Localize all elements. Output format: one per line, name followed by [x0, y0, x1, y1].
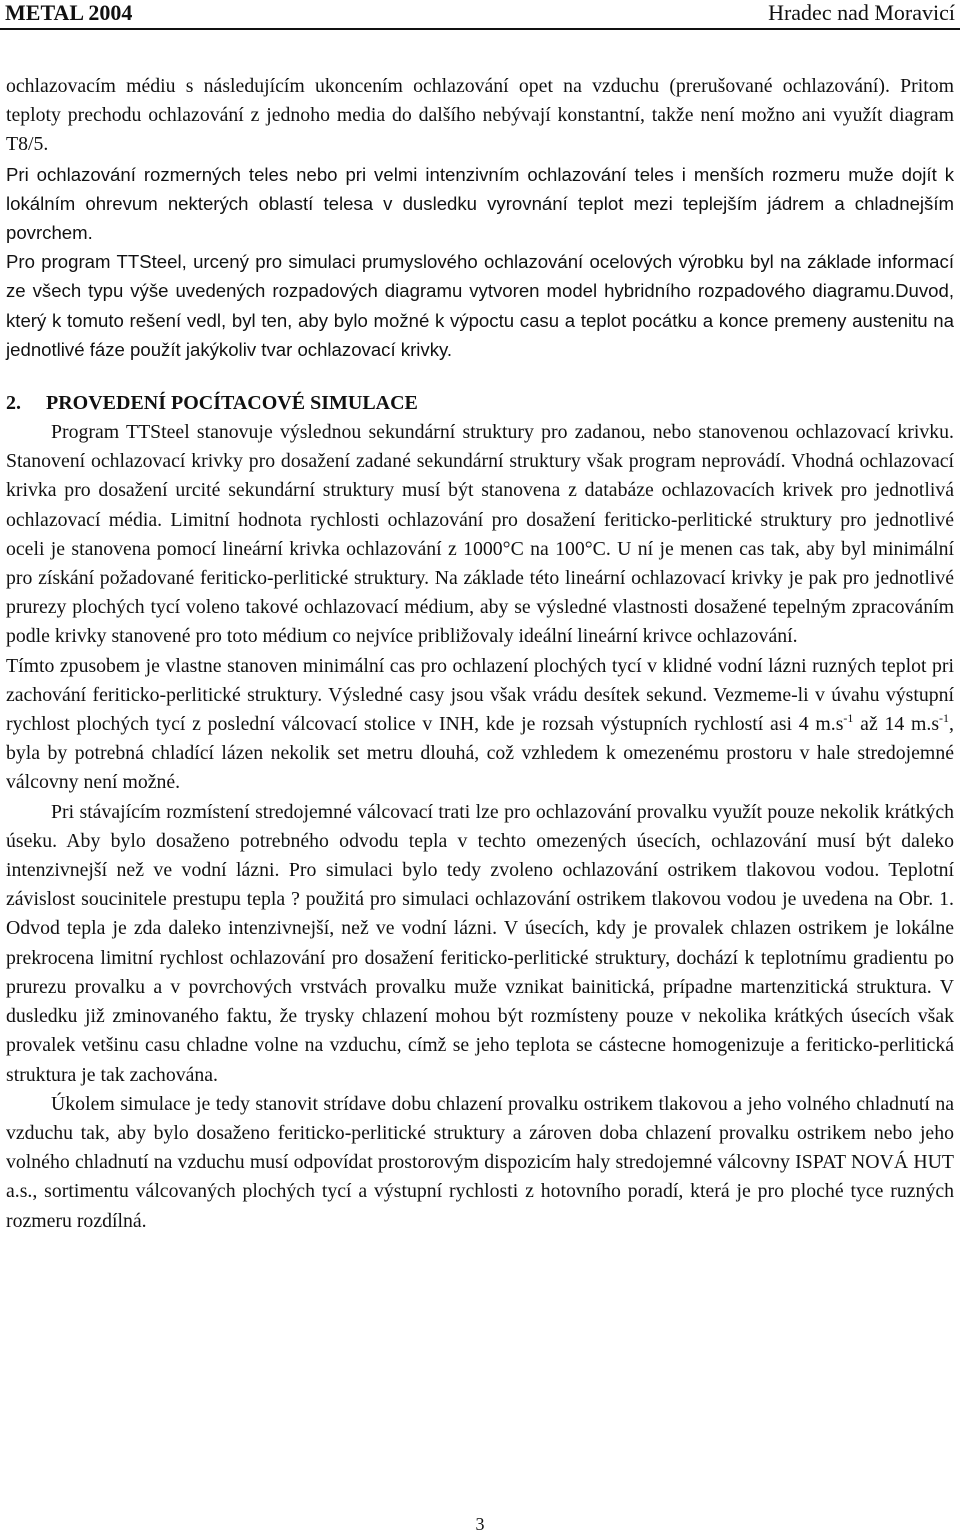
paragraph-minimal-time-c: , byla by potrebná chladící lázen nekolik set metru dlouhá, což vzhledem k omezenému prostoru v hale stredojemné válcovny není možné. — [6, 713, 954, 794]
paragraph-continuation: ochlazovacím médiu s následujícím ukoncením ochlazování opet na vzduchu (prerušované ochlazování). Pritom teploty prechodu ochlazování z jednoho media do dalšího nebývají konstantní, takže není možno ani využít diagram T8/5. — [6, 75, 954, 156]
paragraph-ttsteel-model — [6, 247, 954, 364]
paragraph-spray-cooling: Pri stávajícím rozmístení stredojemné válcovací trati lze pro ochlazování provalku využít pouze nekolik krátkých úseku. Aby bylo dosaženo potrebného odvodu tepla v techto omezených úsecích, ochlazování musí být daleko intenzivnejší než ve vodní lázni. Pro simulaci bylo tedy zvoleno ochlazování ostrikem tlakovou vodou. Teplotní závislost soucinitele prestupu tepla ? použitá pro simulaci ochlazování ostrikem tlakovou vodou je uvedena na Obr. 1. Odvod tepla je zda daleko intenzivnejší, než ve vodní lázni. V úsecích, kdy je provalek chlazen ostrikem je lokálne prekrocena limitní rychlost ochlazování pro dosažení feriticko-perlitické struktury, dochází k teplotnímu gradientu po prurezu provalku a v povrchových vrstvách provalku muže vznikat bainitická, prípadne martenzitická struktura. V dusledku již zminovaného faktu, že trysky chlazení mohou být rozmísteny pouze v nekolika krátkých úsecích však provalek vetšinu casu chladne volne na vzduchu, címž se jeho teplota se cástecne homogenizuje a feriticko-perlitická struktura je tak zachována. — [6, 800, 954, 1086]
paragraph-minimal-time — [6, 652, 954, 798]
conference-location: Hradec nad Moravicí — [768, 0, 955, 25]
paragraph-ttsteel-model-a: Pro program TTSteel, urcený pro simulaci prumyslového ochlazování ocelových výrobku byl na základe informací ze všech typu výše uvedených rozpadových diagramu vytvoren model hybridního rozpadového diagramu. — [6, 251, 954, 302]
superscript-unit-2: -1 — [939, 711, 950, 726]
paragraph-minimal-time-b: až 14 m.s — [853, 713, 940, 736]
page-header — [0, 0, 960, 26]
conference-title: METAL 2004 — [5, 0, 133, 25]
section-gap — [6, 364, 954, 388]
paragraph-local-heating: Pri ochlazování rozmerných teles nebo pri velmi intenzivním ochlazování teles i menších rozmeru muže dojít k lokálním ohrevum nekterých oblastí telesa v dusledku vyrovnání teplot mezi teplejším jádrem a chladnejším povrchem. — [6, 163, 954, 244]
document-body — [6, 72, 954, 1236]
paragraph-simulation-task: Úkolem simulace je tedy stanovit strídave dobu chlazení provalku ostrikem tlakovou a jeho volného chladnutí na vzduchu tak, aby bylo dosaženo feriticko-perlitické struktury a zároven doba chlazení provalku ostrikem nebo jeho volného chladnutí na vzduchu musí odpovídat prostorovým dispozicím haly stredojemné válcovny ISPAT NOVÁ HUT a.s., sortimentu válcovaných plochých tycí a výstupní rychlosti z hotovního poradí, která je pro ploché tyce ruzných rozmeru rozdílná. — [6, 1092, 954, 1232]
superscript-unit-1: -1 — [843, 711, 854, 726]
section-heading — [6, 388, 954, 418]
section-number: 2. — [6, 392, 21, 415]
paragraph-ttsteel-model-b: Duvod, který k tomuto rešení vedl, byl ten, aby bylo možné k výpoctu casu a teplot pocátku a konce premeny austenitu na jednotlivé fáze použít jakýkoliv tvar ochlazovací krivky. — [6, 280, 954, 360]
header-divider — [0, 28, 960, 30]
paragraph-program-description: Program TTSteel stanovuje výslednou sekundární struktury pro zadanou, nebo stanovenou ochlazovací krivku. Stanovení ochlazovací krivky pro dosažení zadané sekundární struktury však program neprovádí. Vhodná ochlazovací krivka pro dosažení urcité sekundární struktury musí být stanovena z databáze ochlazovacích krivek pro jednotlivá ochlazovací média. Limitní hodnota rychlosti ochlazování pro dosažení feriticko-perlitické struktury pro jednotlivé oceli je stanovena pomocí lineární krivka ochlazování z 1000°C na 100°C. U ní je menen cas tak, aby byl minimální pro získání požadované feriticko-perlitické struktury. Na základe této lineární ochlazovací krivky je pak pro jednotlivé prurezy plochých tycí voleno takové ochlazovací médium, aby se výsledné vlastnosti dosažené tepelným zpracováním podle krivky stanovené pro toto médium co nejvíce približovaly ideální lineární krivce ochlazování. — [6, 421, 954, 648]
paragraph-minimal-time-a: Tímto zpusobem je vlastne stanoven minimální cas pro ochlazení plochých tycí v klidné vodní lázni ruzných teplot pri zachování feriticko-perlitické struktury. Výsledné casy jsou však vrádu desítek sekund. Vezmeme-li v úvahu výstupní rychlost plochých tycí z poslední válcovací stolice v INH, kde je rozsah výstupních rychlostí asi 4 m.s — [6, 654, 954, 736]
section-title: PROVEDENÍ POCÍTACOVÉ SIMULACE — [46, 392, 418, 415]
page-number: 3 — [475, 1514, 485, 1534]
